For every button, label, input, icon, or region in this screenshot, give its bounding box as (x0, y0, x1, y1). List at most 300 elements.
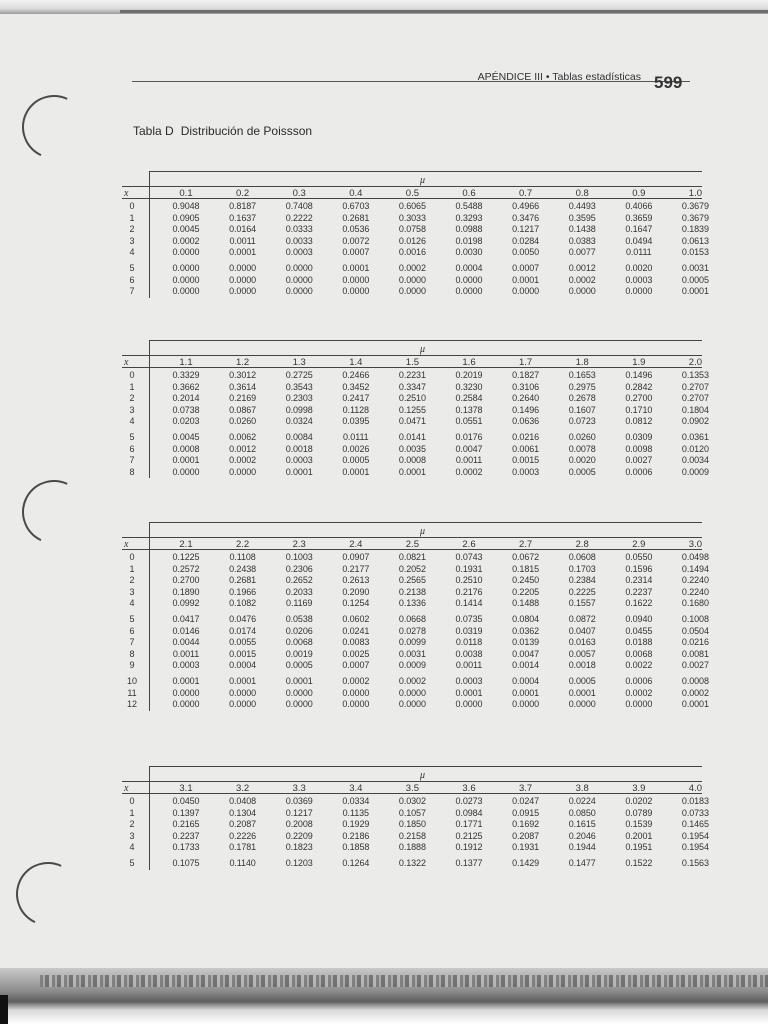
probability-cell: 0.4966 (512, 201, 540, 211)
probability-cell: 0.2572 (172, 563, 200, 574)
probability-cell: 0.1494 (681, 563, 709, 574)
mu-column-header: 2.5 (405, 539, 419, 550)
probability-cell: 0.0011 (229, 235, 256, 246)
probability-cell: 0.1607 (568, 404, 596, 415)
probability-cell: 0.0001 (568, 687, 596, 698)
probability-cell: 0.2176 (455, 586, 483, 597)
probability-cell: 0.0003 (512, 466, 540, 477)
probability-cell: 0.1008 (681, 614, 709, 624)
probability-cell: 0.1850 (398, 819, 426, 830)
probability-cell: 0.2652 (285, 575, 313, 586)
probability-cell: 0.0047 (455, 443, 483, 454)
probability-cell: 0.0002 (342, 676, 370, 686)
mu-column-header: 2.1 (179, 539, 193, 550)
probability-cell: 0.0902 (681, 416, 709, 427)
probability-cell: 0.0078 (568, 443, 596, 454)
probability-cell: 0.2314 (625, 575, 653, 586)
probability-cell: 0.1169 (286, 598, 313, 609)
probability-cell: 0.1140 (229, 858, 256, 868)
probability-cell: 0.0000 (342, 286, 370, 297)
row-x-value: 9 (129, 660, 135, 671)
probability-cell: 0.0362 (512, 625, 540, 636)
probability-cell: 0.2240 (681, 575, 709, 586)
probability-cell: 0.0000 (229, 263, 257, 273)
probability-cell: 0.0050 (512, 247, 540, 258)
probability-cell: 0.0000 (342, 687, 370, 698)
probability-cell: 0.0015 (512, 455, 540, 466)
probability-cell: 0.0602 (342, 614, 370, 624)
probability-cell: 0.1815 (512, 563, 540, 574)
probability-cell: 0.2613 (342, 575, 370, 586)
probability-cell: 0.0031 (681, 263, 709, 273)
header-top-rule (122, 355, 702, 356)
probability-cell: 0.0011 (455, 455, 483, 466)
row-x-value: 6 (129, 625, 135, 636)
probability-cell: 0.0045 (172, 432, 200, 442)
x-column-rule (149, 367, 150, 478)
probability-cell: 0.0273 (455, 796, 483, 806)
probability-cell: 0.0011 (455, 660, 483, 671)
mu-column-header: 0.3 (292, 188, 306, 199)
probability-cell: 0.1075 (172, 858, 200, 868)
probability-cell: 0.0007 (512, 263, 540, 273)
x-column-header: x (124, 357, 129, 368)
probability-cell: 0.0016 (398, 247, 426, 258)
probability-cell: 0.1377 (455, 858, 483, 868)
probability-cell: 0.1225 (172, 552, 200, 562)
probability-cell: 0.0395 (342, 416, 370, 427)
probability-cell: 0.2975 (568, 381, 596, 392)
scan-corner (0, 995, 8, 1024)
probability-cell: 0.0001 (681, 699, 709, 710)
probability-cell: 0.0735 (455, 614, 483, 624)
probability-cell: 0.0000 (285, 699, 313, 710)
probability-cell: 0.0008 (172, 443, 200, 454)
probability-cell: 0.1488 (512, 598, 540, 609)
probability-cell: 0.4493 (568, 201, 596, 211)
probability-cell: 0.0471 (398, 416, 426, 427)
row-x-value: 1 (129, 212, 135, 223)
mu-vertical-rule (149, 171, 150, 198)
probability-cell: 0.2125 (455, 830, 483, 841)
probability-cell: 0.1692 (512, 819, 540, 830)
probability-cell: 0.0636 (512, 416, 540, 427)
probability-cell: 0.1304 (229, 807, 257, 818)
x-column-header: x (124, 539, 129, 550)
probability-cell: 0.0988 (455, 224, 483, 235)
probability-cell: 0.0141 (398, 432, 426, 442)
probability-cell: 0.0005 (681, 274, 709, 285)
row-x-value: 11 (127, 687, 137, 698)
probability-cell: 0.0002 (625, 687, 653, 698)
probability-cell: 0.0202 (625, 796, 653, 806)
probability-cell: 0.1637 (229, 212, 257, 223)
probability-cell: 0.0000 (398, 286, 426, 297)
probability-cell: 0.0998 (285, 404, 313, 415)
probability-cell: 0.2205 (512, 586, 540, 597)
probability-cell: 0.2019 (455, 370, 483, 380)
probability-cell: 0.0821 (398, 552, 426, 562)
mu-column-header: 0.8 (575, 188, 589, 199)
row-x-value: 8 (129, 466, 135, 477)
probability-cell: 0.0025 (342, 648, 370, 659)
probability-cell: 0.0001 (512, 274, 540, 285)
probability-cell: 0.0000 (398, 274, 426, 285)
probability-cell: 0.1203 (285, 858, 313, 868)
probability-cell: 0.2681 (342, 212, 370, 223)
probability-cell: 0.0000 (172, 699, 200, 710)
probability-cell: 0.0019 (285, 648, 313, 659)
probability-cell: 0.2842 (625, 381, 653, 392)
probability-cell: 0.0001 (172, 676, 200, 686)
probability-cell: 0.1003 (285, 552, 313, 562)
probability-cell: 0.1615 (568, 819, 596, 830)
probability-cell: 0.0000 (172, 247, 200, 258)
probability-cell: 0.0550 (625, 552, 653, 562)
probability-cell: 0.2087 (512, 830, 540, 841)
row-x-value: 5 (129, 614, 135, 624)
probability-cell: 0.0850 (568, 807, 596, 818)
mu-column-header: 3.2 (235, 783, 250, 794)
probability-cell: 0.2237 (625, 586, 653, 597)
mu-column-header: 1.5 (405, 357, 419, 368)
probability-cell: 0.0915 (512, 807, 540, 818)
probability-cell: 0.1414 (455, 598, 483, 609)
probability-cell: 0.0000 (172, 286, 200, 297)
probability-cell: 0.1653 (568, 370, 596, 380)
probability-cell: 0.0905 (172, 212, 200, 223)
probability-cell: 0.0034 (681, 455, 709, 466)
probability-cell: 0.0038 (455, 648, 483, 659)
probability-cell: 0.0867 (229, 404, 257, 415)
probability-cell: 0.2466 (342, 370, 370, 380)
probability-cell: 0.0045 (172, 224, 200, 235)
mu-column-header: 3.6 (462, 783, 476, 794)
probability-cell: 0.0002 (398, 676, 426, 686)
probability-cell: 0.2209 (285, 830, 313, 841)
probability-cell: 0.0241 (342, 625, 370, 636)
mu-column-header: 2.8 (575, 539, 589, 550)
mu-symbol: μ (420, 770, 426, 781)
probability-cell: 0.0018 (568, 660, 596, 671)
mu-column-header: 1.6 (462, 357, 476, 368)
probability-cell: 0.0002 (229, 455, 257, 466)
mu-rule (149, 171, 702, 172)
probability-cell: 0.0176 (455, 432, 483, 442)
probability-cell: 0.2417 (342, 393, 370, 404)
probability-cell: 0.0030 (455, 247, 483, 258)
mu-column-header: 4.0 (688, 783, 702, 794)
probability-cell: 0.0000 (398, 687, 426, 698)
probability-cell: 0.0000 (342, 274, 370, 285)
probability-cell: 0.0000 (172, 263, 200, 273)
mu-column-header: 1.2 (235, 357, 250, 368)
probability-cell: 0.0334 (342, 796, 370, 806)
probability-cell: 0.3230 (455, 381, 483, 392)
mu-column-header: 2.9 (632, 539, 646, 550)
probability-cell: 0.6703 (342, 201, 370, 211)
mu-symbol: μ (420, 526, 426, 537)
probability-cell: 0.1057 (398, 807, 426, 818)
x-column-header: x (124, 188, 129, 199)
probability-cell: 0.0992 (172, 598, 200, 609)
probability-cell: 0.1465 (681, 819, 709, 830)
probability-cell: 0.2008 (285, 819, 313, 830)
probability-cell: 0.0111 (343, 432, 369, 442)
mu-column-header: 1.7 (518, 357, 533, 368)
probability-cell: 0.0057 (568, 648, 596, 659)
probability-cell: 0.0309 (625, 432, 653, 442)
probability-cell: 0.2303 (285, 393, 313, 404)
probability-cell: 0.0098 (625, 443, 653, 454)
probability-cell: 0.0003 (625, 274, 653, 285)
probability-cell: 0.1931 (455, 563, 483, 574)
probability-cell: 0.7408 (285, 201, 313, 211)
probability-cell: 0.0000 (229, 699, 257, 710)
probability-cell: 0.5488 (455, 201, 483, 211)
probability-cell: 0.0072 (342, 235, 370, 246)
probability-cell: 0.0872 (568, 614, 596, 624)
probability-cell: 0.0224 (568, 796, 596, 806)
probability-cell: 0.0003 (285, 247, 313, 258)
probability-cell: 0.0126 (398, 235, 426, 246)
probability-cell: 0.1264 (342, 858, 370, 868)
probability-cell: 0.3106 (512, 381, 540, 392)
mu-column-header: 2.6 (462, 539, 476, 550)
probability-cell: 0.0084 (285, 432, 313, 442)
x-column-rule (149, 198, 150, 298)
probability-cell: 0.3452 (342, 381, 370, 392)
probability-cell: 0.0005 (342, 455, 370, 466)
probability-cell: 0.2222 (285, 212, 313, 223)
probability-cell: 0.1217 (285, 807, 313, 818)
mu-column-header: 2.4 (349, 539, 363, 550)
probability-cell: 0.0000 (285, 687, 313, 698)
probability-cell: 0.1823 (285, 842, 313, 853)
probability-cell: 0.0000 (229, 286, 257, 297)
probability-cell: 0.0738 (172, 404, 200, 415)
probability-cell: 0.0758 (398, 224, 426, 235)
probability-cell: 0.0000 (625, 286, 653, 297)
probability-cell: 0.0077 (568, 247, 596, 258)
probability-cell: 0.0383 (568, 235, 596, 246)
probability-cell: 0.2225 (568, 586, 596, 597)
probability-cell: 0.0668 (398, 614, 426, 624)
probability-cell: 0.0174 (229, 625, 257, 636)
probability-cell: 0.0247 (512, 796, 540, 806)
probability-cell: 0.0000 (568, 699, 596, 710)
row-x-value: 5 (129, 432, 135, 442)
probability-cell: 0.0001 (342, 263, 370, 273)
mu-column-header: 2.2 (235, 539, 250, 550)
probability-cell: 0.3033 (398, 212, 426, 223)
probability-cell: 0.1931 (512, 842, 540, 853)
mu-column-header: 1.4 (349, 357, 363, 368)
probability-cell: 0.0009 (681, 466, 709, 477)
probability-cell: 0.1680 (681, 598, 709, 609)
probability-cell: 0.0068 (625, 648, 653, 659)
probability-cell: 0.1336 (398, 598, 426, 609)
table-caption: Distribución de Poissson (180, 124, 313, 138)
probability-cell: 0.2177 (342, 563, 370, 574)
probability-cell: 0.1839 (681, 224, 709, 235)
probability-cell: 0.0002 (568, 274, 596, 285)
probability-cell: 0.2169 (229, 393, 257, 404)
row-x-value: 10 (126, 676, 137, 686)
probability-cell: 0.1128 (342, 404, 369, 415)
probability-cell: 0.1438 (568, 224, 596, 235)
probability-cell: 0.1858 (342, 842, 370, 853)
probability-cell: 0.0120 (681, 443, 709, 454)
probability-cell: 0.0163 (568, 637, 596, 648)
probability-cell: 0.1135 (342, 807, 369, 818)
probability-cell: 0.0035 (398, 443, 426, 454)
probability-cell: 0.0188 (625, 637, 653, 648)
row-x-value: 1 (129, 563, 135, 574)
probability-cell: 0.0099 (398, 637, 426, 648)
probability-cell: 0.2226 (229, 830, 257, 841)
mu-vertical-rule (149, 522, 150, 549)
probability-cell: 0.0284 (512, 235, 540, 246)
mu-vertical-rule (149, 340, 150, 367)
probability-cell: 0.1217 (512, 224, 540, 235)
row-x-value: 3 (129, 404, 135, 415)
probability-cell: 0.3543 (285, 381, 313, 392)
probability-cell: 0.0000 (568, 286, 596, 297)
row-x-value: 3 (129, 235, 135, 246)
probability-cell: 0.0000 (455, 699, 483, 710)
probability-cell: 0.1966 (229, 586, 257, 597)
probability-cell: 0.1954 (681, 830, 709, 841)
probability-cell: 0.0407 (568, 625, 596, 636)
probability-cell: 0.0001 (229, 247, 257, 258)
probability-cell: 0.0319 (455, 625, 483, 636)
row-x-value: 8 (129, 648, 135, 659)
probability-cell: 0.1429 (512, 858, 540, 868)
probability-cell: 0.1557 (568, 598, 596, 609)
row-x-value: 1 (129, 381, 135, 392)
probability-cell: 0.0000 (172, 274, 200, 285)
probability-cell: 0.0002 (455, 466, 483, 477)
mu-column-header: 3.0 (688, 539, 702, 550)
probability-cell: 0.0047 (512, 648, 540, 659)
probability-cell: 0.0139 (512, 637, 540, 648)
probability-cell: 0.0153 (681, 247, 709, 258)
probability-cell: 0.0001 (681, 286, 709, 297)
probability-cell: 0.0000 (172, 466, 200, 477)
header-top-rule (122, 186, 702, 187)
probability-cell: 0.1944 (568, 842, 596, 853)
probability-cell: 0.0450 (172, 796, 200, 806)
probability-cell: 0.2700 (172, 575, 200, 586)
probability-cell: 0.0001 (455, 687, 483, 698)
probability-cell: 0.2165 (172, 819, 200, 830)
probability-cell: 0.0000 (172, 687, 200, 698)
probability-cell: 0.0004 (455, 263, 483, 273)
probability-cell: 0.0551 (455, 416, 483, 427)
mu-column-header: 1.0 (688, 188, 702, 199)
page-number: 599 (654, 73, 683, 92)
probability-cell: 0.2640 (512, 393, 540, 404)
probability-cell: 0.1733 (172, 842, 200, 853)
probability-cell: 0.2584 (455, 393, 483, 404)
probability-cell: 0.3347 (398, 381, 426, 392)
row-x-value: 7 (129, 455, 135, 466)
probability-cell: 0.0000 (625, 699, 653, 710)
probability-cell: 0.2384 (568, 575, 596, 586)
probability-cell: 0.0111 (626, 247, 652, 258)
probability-cell: 0.2700 (625, 393, 653, 404)
probability-cell: 0.1539 (625, 819, 653, 830)
mu-column-header: 3.5 (405, 783, 419, 794)
probability-cell: 0.2306 (285, 563, 313, 574)
probability-cell: 0.0000 (229, 466, 257, 477)
probability-cell: 0.2707 (681, 393, 709, 404)
probability-cell: 0.0003 (455, 676, 483, 686)
probability-cell: 0.0743 (455, 552, 483, 562)
probability-cell: 0.0026 (342, 443, 370, 454)
probability-cell: 0.0020 (568, 455, 596, 466)
probability-cell: 0.0260 (229, 416, 257, 427)
row-x-value: 2 (129, 819, 135, 830)
probability-cell: 0.0804 (512, 614, 540, 624)
probability-cell: 0.0011 (172, 648, 200, 659)
probability-cell: 0.0146 (172, 625, 200, 636)
probability-cell: 0.0002 (398, 263, 426, 273)
probability-cell: 0.1254 (342, 598, 370, 609)
probability-cell: 0.0001 (512, 687, 540, 698)
probability-cell: 0.0081 (681, 648, 709, 659)
mu-column-header: 3.1 (179, 783, 193, 794)
probability-cell: 0.0002 (172, 235, 200, 246)
probability-cell: 0.0455 (625, 625, 653, 636)
probability-cell: 0.1781 (229, 842, 257, 853)
probability-cell: 0.0476 (229, 614, 257, 624)
mu-column-header: 0.9 (632, 188, 646, 199)
probability-cell: 0.0001 (285, 676, 313, 686)
mu-column-header: 3.7 (518, 783, 533, 794)
row-x-value: 6 (129, 443, 135, 454)
probability-cell: 0.0206 (285, 625, 313, 636)
probability-cell: 0.2565 (398, 575, 426, 586)
probability-cell: 0.4066 (625, 201, 653, 211)
probability-cell: 0.1496 (512, 404, 540, 415)
probability-cell: 0.0000 (285, 274, 313, 285)
probability-cell: 0.0302 (398, 796, 426, 806)
probability-cell: 0.1522 (625, 858, 653, 868)
mu-rule (149, 766, 702, 767)
row-x-value: 6 (129, 274, 135, 285)
probability-cell: 0.0000 (455, 274, 483, 285)
probability-cell: 0.0006 (625, 676, 653, 686)
probability-cell: 0.2087 (229, 819, 257, 830)
mu-symbol: μ (420, 344, 426, 355)
probability-cell: 0.0031 (398, 648, 426, 659)
probability-cell: 0.0538 (285, 614, 313, 624)
running-head: APÉNDICE III • Tablas estadísticas (477, 71, 641, 83)
row-x-value: 3 (129, 586, 135, 597)
probability-cell: 0.2014 (172, 393, 200, 404)
mu-column-header: 0.5 (405, 188, 419, 199)
probability-cell: 0.1771 (455, 819, 483, 830)
probability-cell: 0.0333 (285, 224, 313, 235)
probability-cell: 0.0613 (681, 235, 709, 246)
probability-cell: 0.0006 (625, 466, 653, 477)
table-title (133, 124, 312, 138)
row-x-value: 4 (129, 416, 135, 427)
probability-cell: 0.2052 (398, 563, 426, 574)
probability-cell: 0.0369 (285, 796, 313, 806)
